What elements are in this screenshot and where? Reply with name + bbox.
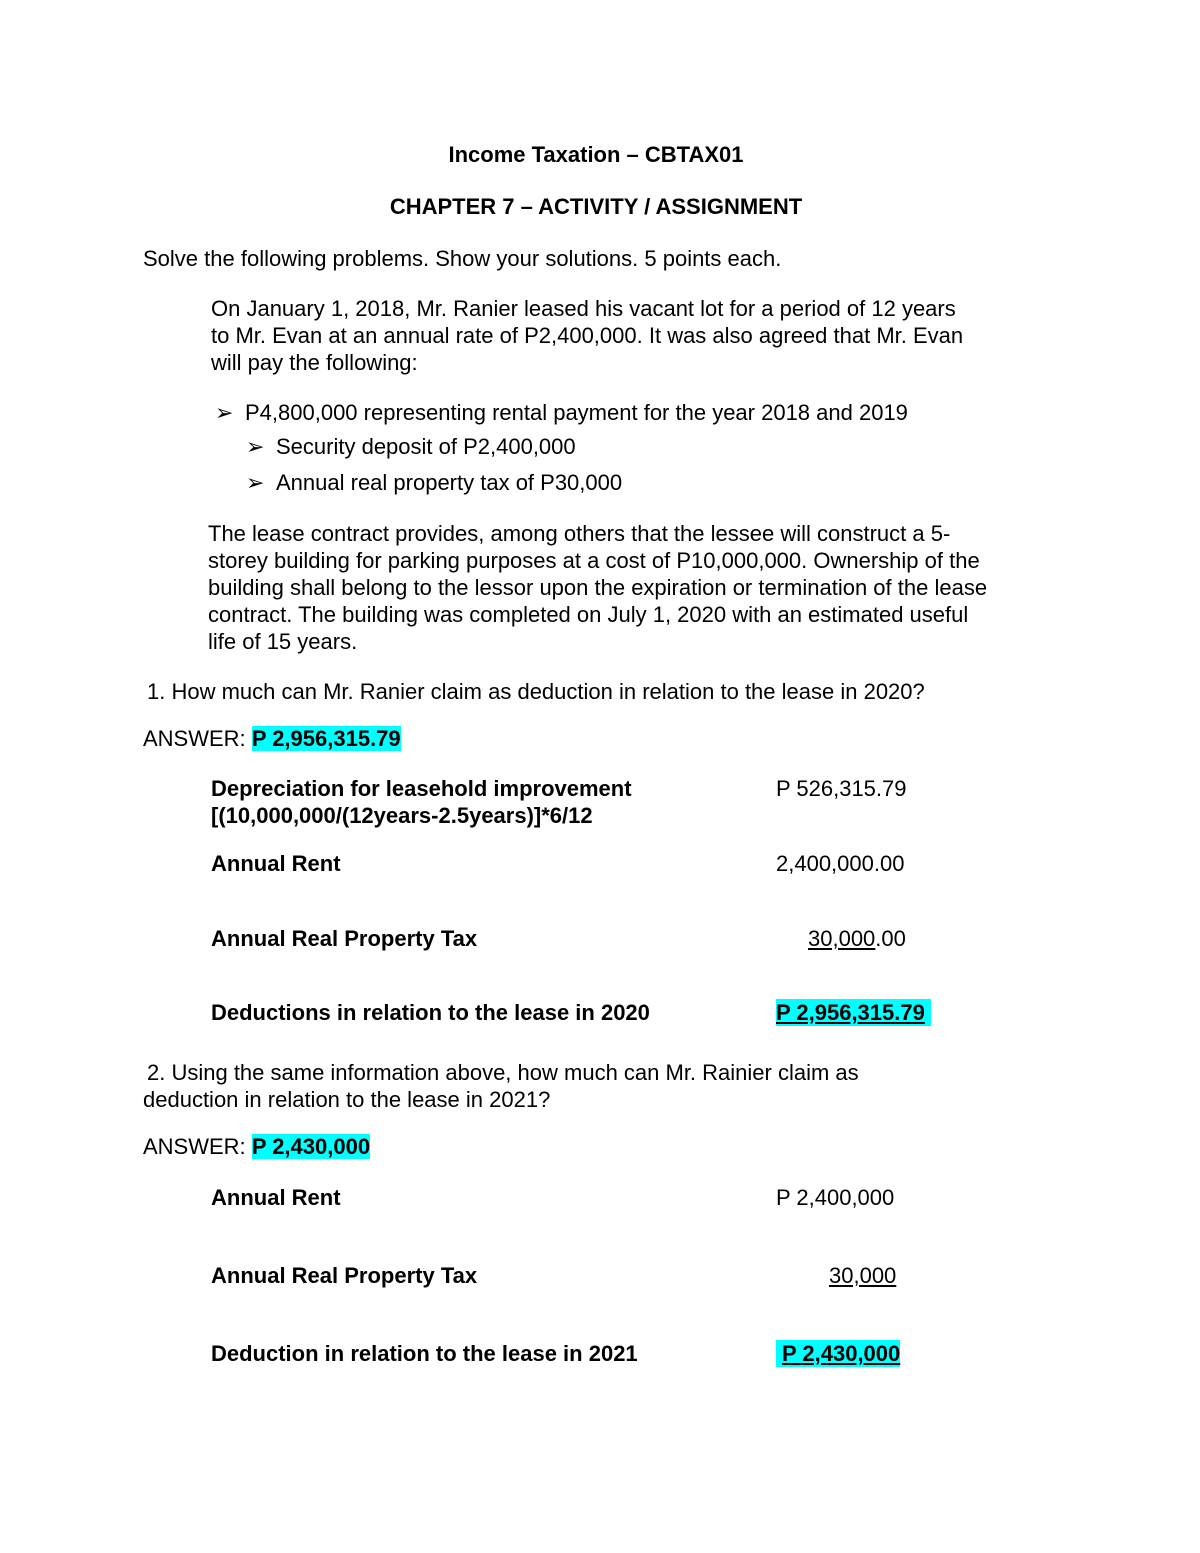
answer-label: ANSWER: [143, 1134, 246, 1159]
property-tax-value: 30,000 [829, 1263, 897, 1288]
annual-rent-label: Annual Rent [211, 1185, 341, 1210]
bullet-text: Annual real property tax of P30,000 [276, 470, 623, 495]
answer-1 [143, 725, 401, 752]
question-2-line: deduction in relation to the lease in 2021? [143, 1087, 551, 1112]
total-deduction-label: Deduction in relation to the lease in 2021 [211, 1341, 638, 1366]
arrow-bullet-icon: ➢ [246, 470, 265, 495]
answer-label: ANSWER: [143, 726, 246, 751]
contract-line: life of 15 years. [208, 629, 358, 654]
property-tax-label: Annual Real Property Tax [211, 926, 478, 951]
annual-rent-value: 2,400,000.00 [776, 851, 905, 876]
arrow-bullet-icon: ➢ [246, 434, 265, 459]
answer-2 [143, 1133, 370, 1160]
property-tax-value [808, 925, 906, 952]
contract-line: contract. The building was completed on July 1, 2020 with an estimated useful [208, 602, 969, 627]
property-tax-label: Annual Real Property Tax [211, 1263, 478, 1288]
total-deduction-value: P 2,956,315.79 [776, 999, 931, 1026]
bullet-item [246, 469, 622, 496]
property-tax-cents: .00 [875, 926, 906, 951]
problem-intro-line: to Mr. Evan at an annual rate of P2,400,000. It was also agreed that Mr. Evan [211, 323, 964, 348]
total-deduction-value: P 2,430,000 [776, 1340, 900, 1367]
depreciation-label: Depreciation for leasehold improvement [211, 776, 632, 801]
instructions-text: Solve the following problems. Show your solutions. 5 points each. [143, 246, 782, 271]
total-deduction-label: Deductions in relation to the lease in 2020 [211, 1000, 650, 1025]
chapter-heading: CHAPTER 7 – ACTIVITY / ASSIGNMENT [389, 194, 803, 219]
answer-value: P 2,430,000 [251, 1134, 371, 1159]
problem-intro-line: will pay the following: [211, 350, 418, 375]
question-2-line: 2. Using the same information above, how much can Mr. Rainier claim as [147, 1060, 859, 1085]
problem-intro-line: On January 1, 2018, Mr. Ranier leased his vacant lot for a period of 12 years [211, 296, 956, 321]
bullet-text: P4,800,000 representing rental payment for the year 2018 and 2019 [245, 400, 908, 425]
property-tax-amount: 30,000 [808, 926, 876, 951]
depreciation-value: P 526,315.79 [776, 776, 907, 801]
annual-rent-value: P 2,400,000 [776, 1185, 895, 1210]
depreciation-formula: [(10,000,000/(12years-2.5years)]*6/12 [211, 803, 593, 828]
contract-line: The lease contract provides, among others that the lessee will construct a 5- [208, 521, 951, 546]
bullet-item [215, 399, 908, 426]
annual-rent-label: Annual Rent [211, 851, 341, 876]
arrow-bullet-icon: ➢ [215, 400, 234, 425]
bullet-text: Security deposit of P2,400,000 [276, 434, 576, 459]
question-1: 1. How much can Mr. Ranier claim as deduction in relation to the lease in 2020? [147, 679, 925, 704]
contract-line: building shall belong to the lessor upon the expiration or termination of the lease [208, 575, 988, 600]
answer-value: P 2,956,315.79 [251, 726, 401, 751]
bullet-item [246, 433, 576, 460]
document-title: Income Taxation – CBTAX01 [448, 142, 744, 167]
contract-line: storey building for parking purposes at a cost of P10,000,000. Ownership of the [208, 548, 980, 573]
